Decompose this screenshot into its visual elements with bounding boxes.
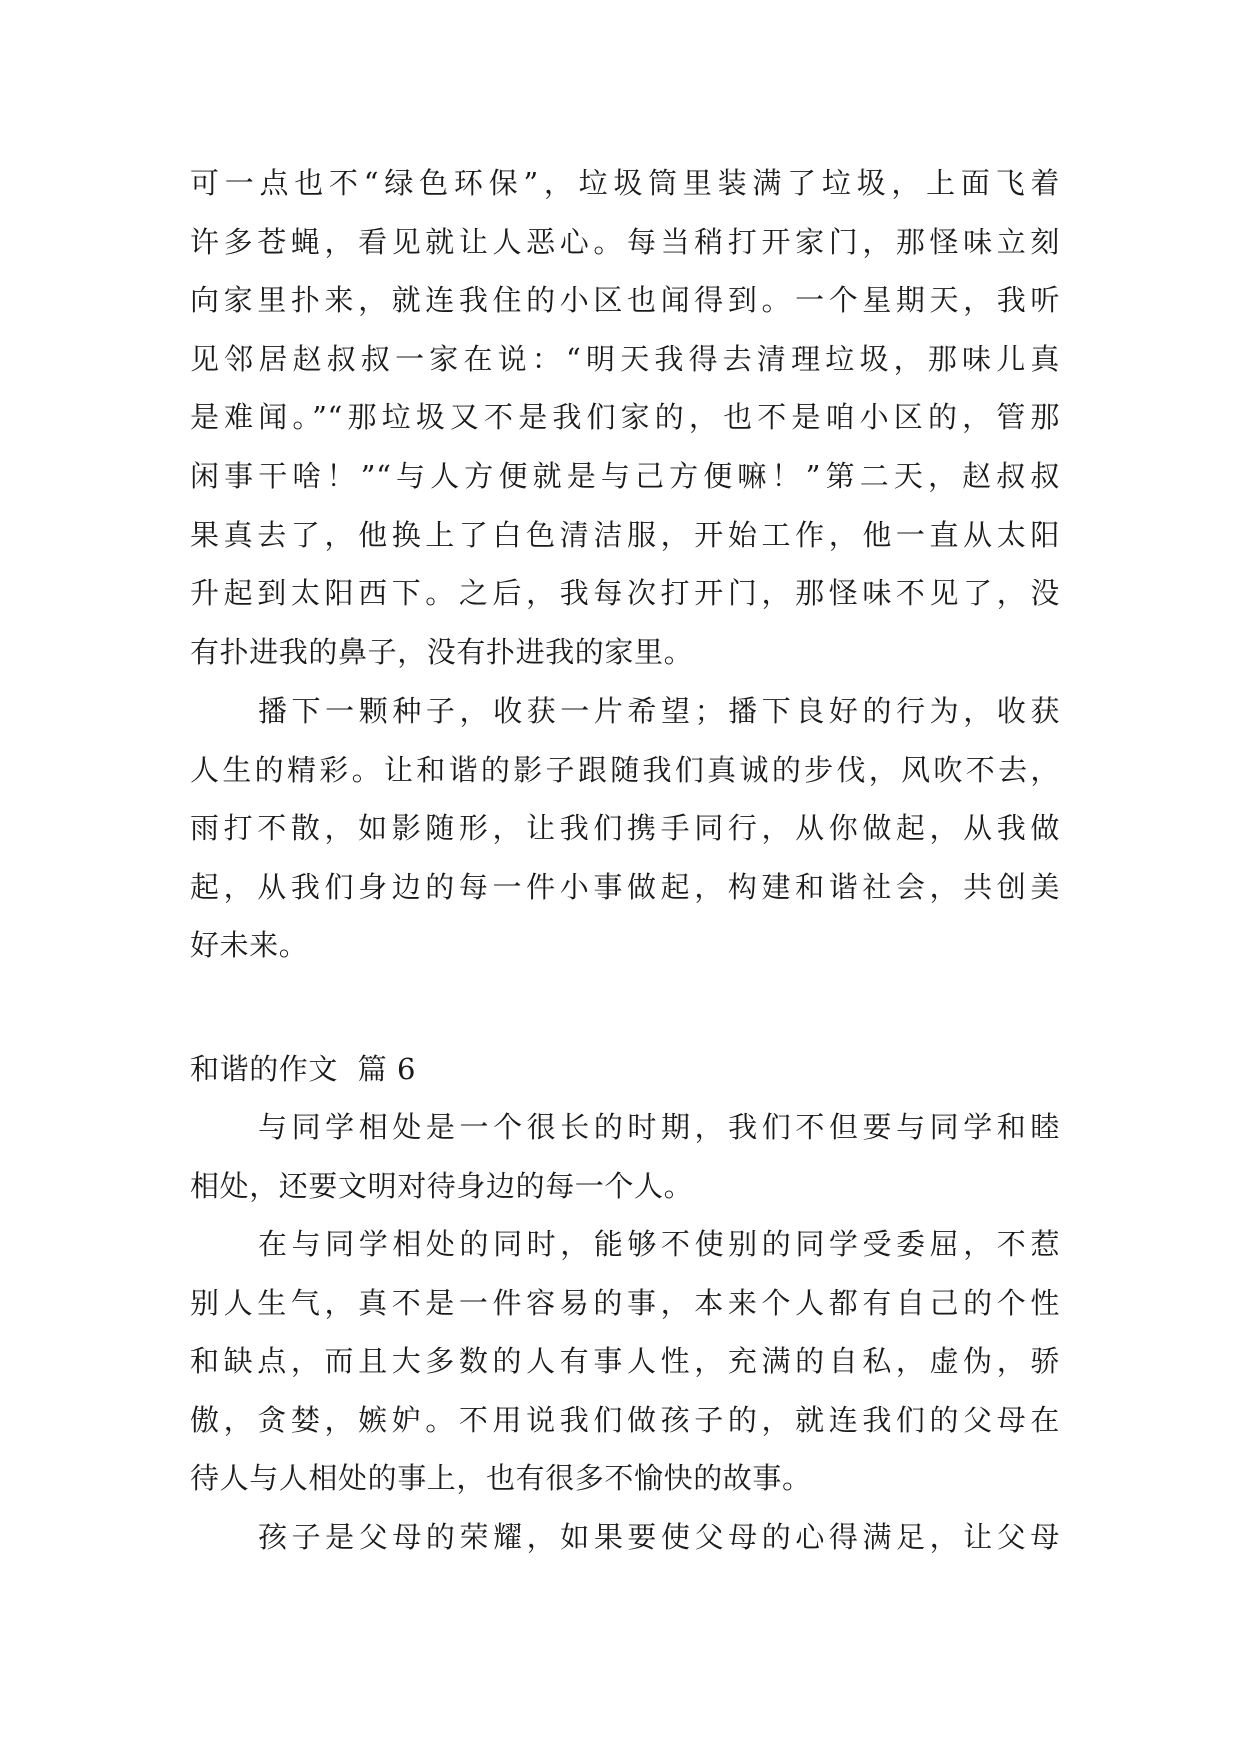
text-line: 人生的精彩。让和谐的影子跟随我们真诚的步伐，风吹不去，	[190, 752, 1060, 787]
section-title: 和谐的作文 篇 6	[190, 1052, 417, 1086]
text-line: 待人与人相处的事上，也有很多不愉快的故事。	[190, 1461, 812, 1496]
text-line: 升起到太阳西下。之后，我每次打开门，那怪味不见了，没	[190, 576, 1060, 611]
text-line: 相处，还要文明对待身边的每一个人。	[190, 1168, 694, 1203]
text-line: 傲，贪婪，嫉妒。不用说我们做孩子的，就连我们的父母在	[190, 1402, 1060, 1437]
text-line: 见邻居赵叔叔一家在说：“明天我得去清理垃圾，那味儿真	[190, 341, 1060, 376]
text-line: 播下一颗种子，收获一片希望；播下良好的行为，收获	[258, 694, 1060, 728]
text-line: 别人生气，真不是一件容易的事，本来个人都有自己的个性	[190, 1285, 1060, 1320]
text-line: 果真去了，他换上了白色清洁服，开始工作，他一直从太阳	[190, 517, 1060, 552]
paragraph-continued	[190, 154, 1060, 681]
section6-paragraph-2	[190, 1215, 1060, 1508]
section6-paragraph-1	[190, 1098, 1060, 1215]
text-line: 雨打不散，如影随形，让我们携手同行，从你做起，从我做	[190, 811, 1060, 846]
text-line: 闲事干啥！”“与人方便就是与己方便嘛！”第二天，赵叔叔	[190, 458, 1060, 493]
text-line: 与同学相处是一个很长的时期，我们不但要与同学和睦	[258, 1110, 1060, 1144]
paragraph-conclusion	[190, 682, 1060, 975]
text-line: 向家里扑来，就连我住的小区也闻得到。一个星期天，我听	[190, 283, 1060, 318]
text-line: 和缺点，而且大多数的人有事人性，充满的自私，虚伪，骄	[190, 1344, 1060, 1379]
text-line: 起，从我们身边的每一件小事做起，构建和谐社会，共创美	[190, 869, 1060, 904]
text-line: 有扑进我的鼻子，没有扑进我的家里。	[190, 634, 694, 669]
text-line: 是难闻。”“那垃圾又不是我们家的，也不是咱小区的，管那	[190, 400, 1060, 435]
text-line: 孩子是父母的荣耀，如果要使父母的心得满足，让父母	[258, 1520, 1060, 1554]
section-heading	[190, 1040, 1060, 1098]
text-line: 可一点也不“绿色环保”，垃圾筒里装满了垃圾，上面飞着	[190, 166, 1060, 200]
text-line: 在与同学相处的同时，能够不使别的同学受委屈，不惹	[258, 1227, 1060, 1261]
section6-paragraph-3	[190, 1508, 1060, 1567]
text-line: 好未来。	[190, 928, 309, 963]
text-line: 许多苍蝇，看见就让人恶心。每当稍打开家门，那怪味立刻	[190, 224, 1060, 259]
